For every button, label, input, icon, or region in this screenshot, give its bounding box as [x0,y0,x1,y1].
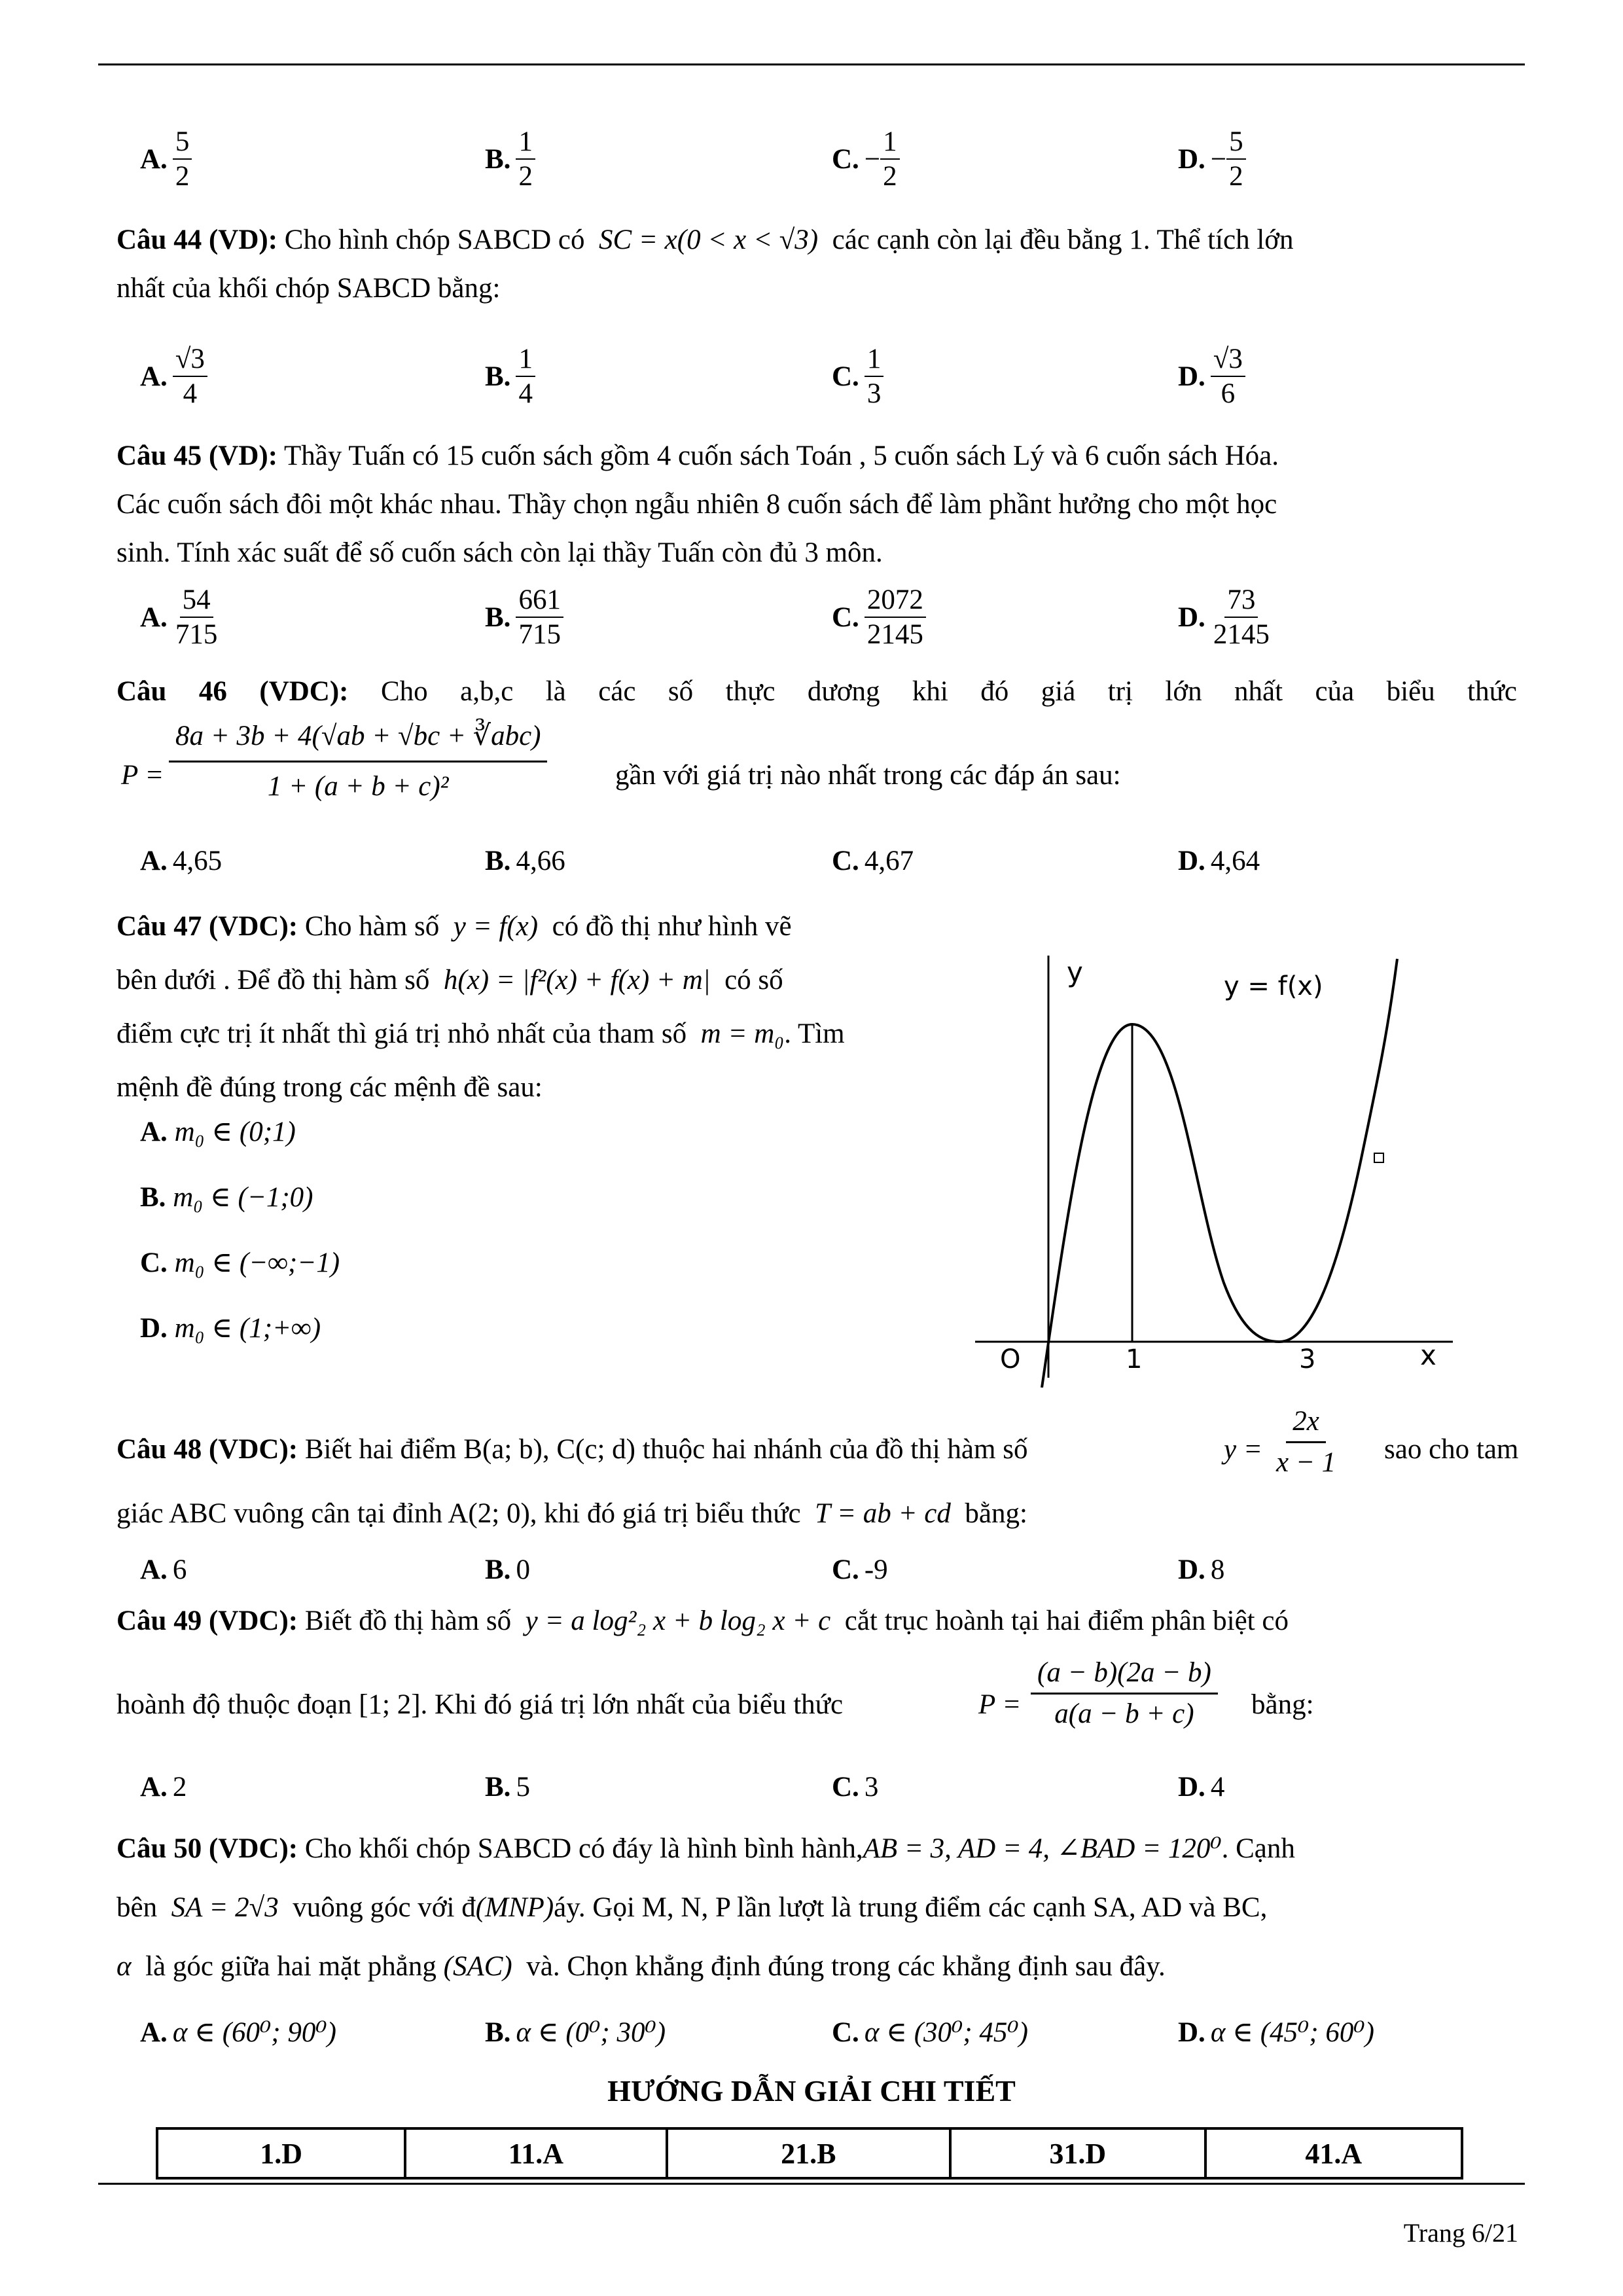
q49-fraction: $\frac{(a - b)(2a - b)}{a(a - b + c)}$ [1031,1656,1218,1731]
q44-option-d: D. $\frac{√3}{6}$ [1178,340,1245,412]
q44-option-a: A. $\frac{√3}{4}$ [140,340,207,412]
q43-option-d: D. − $\frac{5}{2}$ [1178,123,1246,195]
function-graph [969,942,1466,1388]
q46-p-symbol: P = [121,760,164,791]
q43-option-c: C. − $\frac{1}{2}$ [832,123,900,195]
q49-p: P = [978,1689,1022,1720]
q45-options [116,581,1517,653]
q48-fraction: $\frac{2x}{x - 1}$ [1276,1406,1336,1478]
answer-cell: 21.B [667,2128,951,2178]
page-number: Trang 6/21 [1403,2218,1518,2248]
q49-line2-tail: bằng: [1251,1689,1314,1720]
header-rule [98,63,1525,65]
answer-cell: 1.D [157,2128,405,2178]
q49-line2: hoành độ thuộc đoạn [1; 2]. Khi đó giá trị lớn nhất của biểu thức [116,1689,844,1720]
q47-option-a: A. m₀ ∈ (0;1) [140,1117,296,1147]
solution-title: HƯỚNG DẪN GIẢI CHI TIẾT [607,2074,1016,2108]
q48-line1: Câu 48 (VDC): Biết hai điểm B(a; b), C(c; d) thuộc hai nhánh của đồ thị hàm số [116,1434,1028,1465]
q48-option-a: A. 6 [140,1554,187,1585]
q44-option-b: B. $\frac{1}{4}$ [485,340,535,412]
q49-option-d: D. 4 [1178,1771,1225,1803]
q43-options [116,123,1517,195]
q45-option-a: A. $\frac{54}{715}$ [140,584,218,650]
q49-option-c: C. 3 [832,1771,879,1803]
function-label: y = f(x) [1224,971,1323,1001]
q44-options [116,340,1517,412]
q46-tail: gần với giá trị nào nhất trong các đáp án sau: [615,760,1121,791]
q46-fraction: 8a + 3b + 4(√ab + √bc + ∛abc) 1 + (a + b + c)² [169,717,547,806]
answer-table [156,2127,1463,2179]
q45-text: Câu 45 (VD): Thầy Tuấn có 15 cuốn sách gồm 4 cuốn sách Toán , 5 cuốn sách Lý và 6 cuốn sách Hóa. Các cuốn sách đôi một khác nhau. Thầy chọn ngẫu nhiên 8 cuốn sách để làm phầnt hưởng cho một học sinh. Tính xác suất để số cuốn sách còn lại thầy Tuấn còn đủ 3 môn. [116,440,1279,568]
origin-label: O [1000,1344,1021,1374]
y-axis-label: y [1067,956,1083,988]
q48-option-d: D. 8 [1178,1554,1225,1585]
q47-options [140,1100,340,1361]
q48-options [116,1543,1517,1596]
answer-row [157,2128,1462,2178]
q50-text: Câu 50 (VDC): Cho khối chóp SABCD có đáy là hình bình hành,AB = 3, AD = 4, ∠BAD = 120⁰. Cạnh bên SA = 2√3 vuông góc với đ(MNP)áy. Gọi M, N, P lần lượt là trung điểm các cạnh SA, AD và BC, α là góc giữa hai mặt phẳng (SAC) và. Chọn khẳng định đúng trong các khẳng định sau đây. [116,1833,1295,1982]
q49-options [116,1761,1517,1813]
q50-option-c: C. α ∈ (30⁰; 45⁰) [832,2017,1028,2048]
q46-option-a: A. 4,65 [140,845,223,876]
q48-y: y = [1224,1434,1262,1465]
q50-option-a: A. α ∈ (60⁰; 90⁰) [140,2017,336,2048]
q46-option-d: D. 4,64 [1178,845,1260,876]
answer-cell: 31.D [950,2128,1205,2178]
q48-line1-tail: sao cho tam [1384,1434,1519,1465]
q45-option-d: D. $\frac{73}{2145}$ [1178,584,1270,650]
q50-option-d: D. α ∈ (45⁰; 60⁰) [1178,2017,1374,2048]
tick-1-label: 1 [1126,1344,1143,1374]
q47-option-b: B. m₀ ∈ (−1;0) [140,1182,313,1213]
q47-option-d: D. m₀ ∈ (1;+∞) [140,1313,321,1344]
q49-option-a: A. 2 [140,1771,187,1803]
q47-text: Câu 47 (VDC): Cho hàm số y = f(x) có đồ thị như hình vẽ bên dưới . Để đồ thị hàm số h(x) = |f²(x) + f(x) + m| có số điểm cực trị ít nhất thì giá trị nhỏ nhất của tham số m = m₀. Tìm mệnh đề đúng trong các mệnh đề sau: [116,911,845,1103]
q46-option-b: B. 4,66 [485,845,565,876]
tick-3-label: 3 [1299,1344,1316,1374]
q50-option-b: B. α ∈ (0⁰; 30⁰) [485,2017,666,2048]
q46-option-c: C. 4,67 [832,845,914,876]
answer-cell: 11.A [405,2128,666,2178]
q43-option-a: A. $\frac{5}{2}$ [140,123,192,195]
curve-f [1042,959,1397,1388]
q48-line2: giác ABC vuông cân tại đỉnh A(2; 0), khi đó giá trị biểu thức T = ab + cd bằng: [116,1498,1027,1529]
answer-cell: 41.A [1205,2128,1462,2178]
q45-option-b: B. $\frac{661}{715}$ [485,581,563,653]
marker-square [1374,1153,1383,1162]
q48-option-b: B. 0 [485,1554,530,1585]
x-axis-label: x [1420,1339,1436,1371]
q45-option-c: C. $\frac{2072}{2145}$ [832,581,926,653]
q46-options [116,834,1517,887]
footer-rule [98,2183,1525,2185]
q44-text: Câu 44 (VD): Cho hình chóp SABCD có SC = x(0 < x < √3) các cạnh còn lại đều bằng 1. Thể tích lớn nhất của khối chóp SABCD bằng: [116,224,1294,304]
q49-option-b: B. 5 [485,1771,530,1803]
q50-options [116,2003,1517,2062]
q49-line1: Câu 49 (VDC): Biết đồ thị hàm số y = a log²₂ x + b log₂ x + c cắt trục hoành tại hai điểm phân biệt có [116,1605,1289,1636]
q46-text: Câu 46 (VDC): Cho a,b,c là các số thực dương khi đó giá trị lớn nhất của biểu thức [116,676,1517,707]
q44-option-c: C. $\frac{1}{3}$ [832,340,883,412]
q43-option-b: B. $\frac{1}{2}$ [485,123,535,195]
q47-option-c: C. m₀ ∈ (−∞;−1) [140,1247,340,1278]
q48-option-c: C. -9 [832,1554,888,1585]
